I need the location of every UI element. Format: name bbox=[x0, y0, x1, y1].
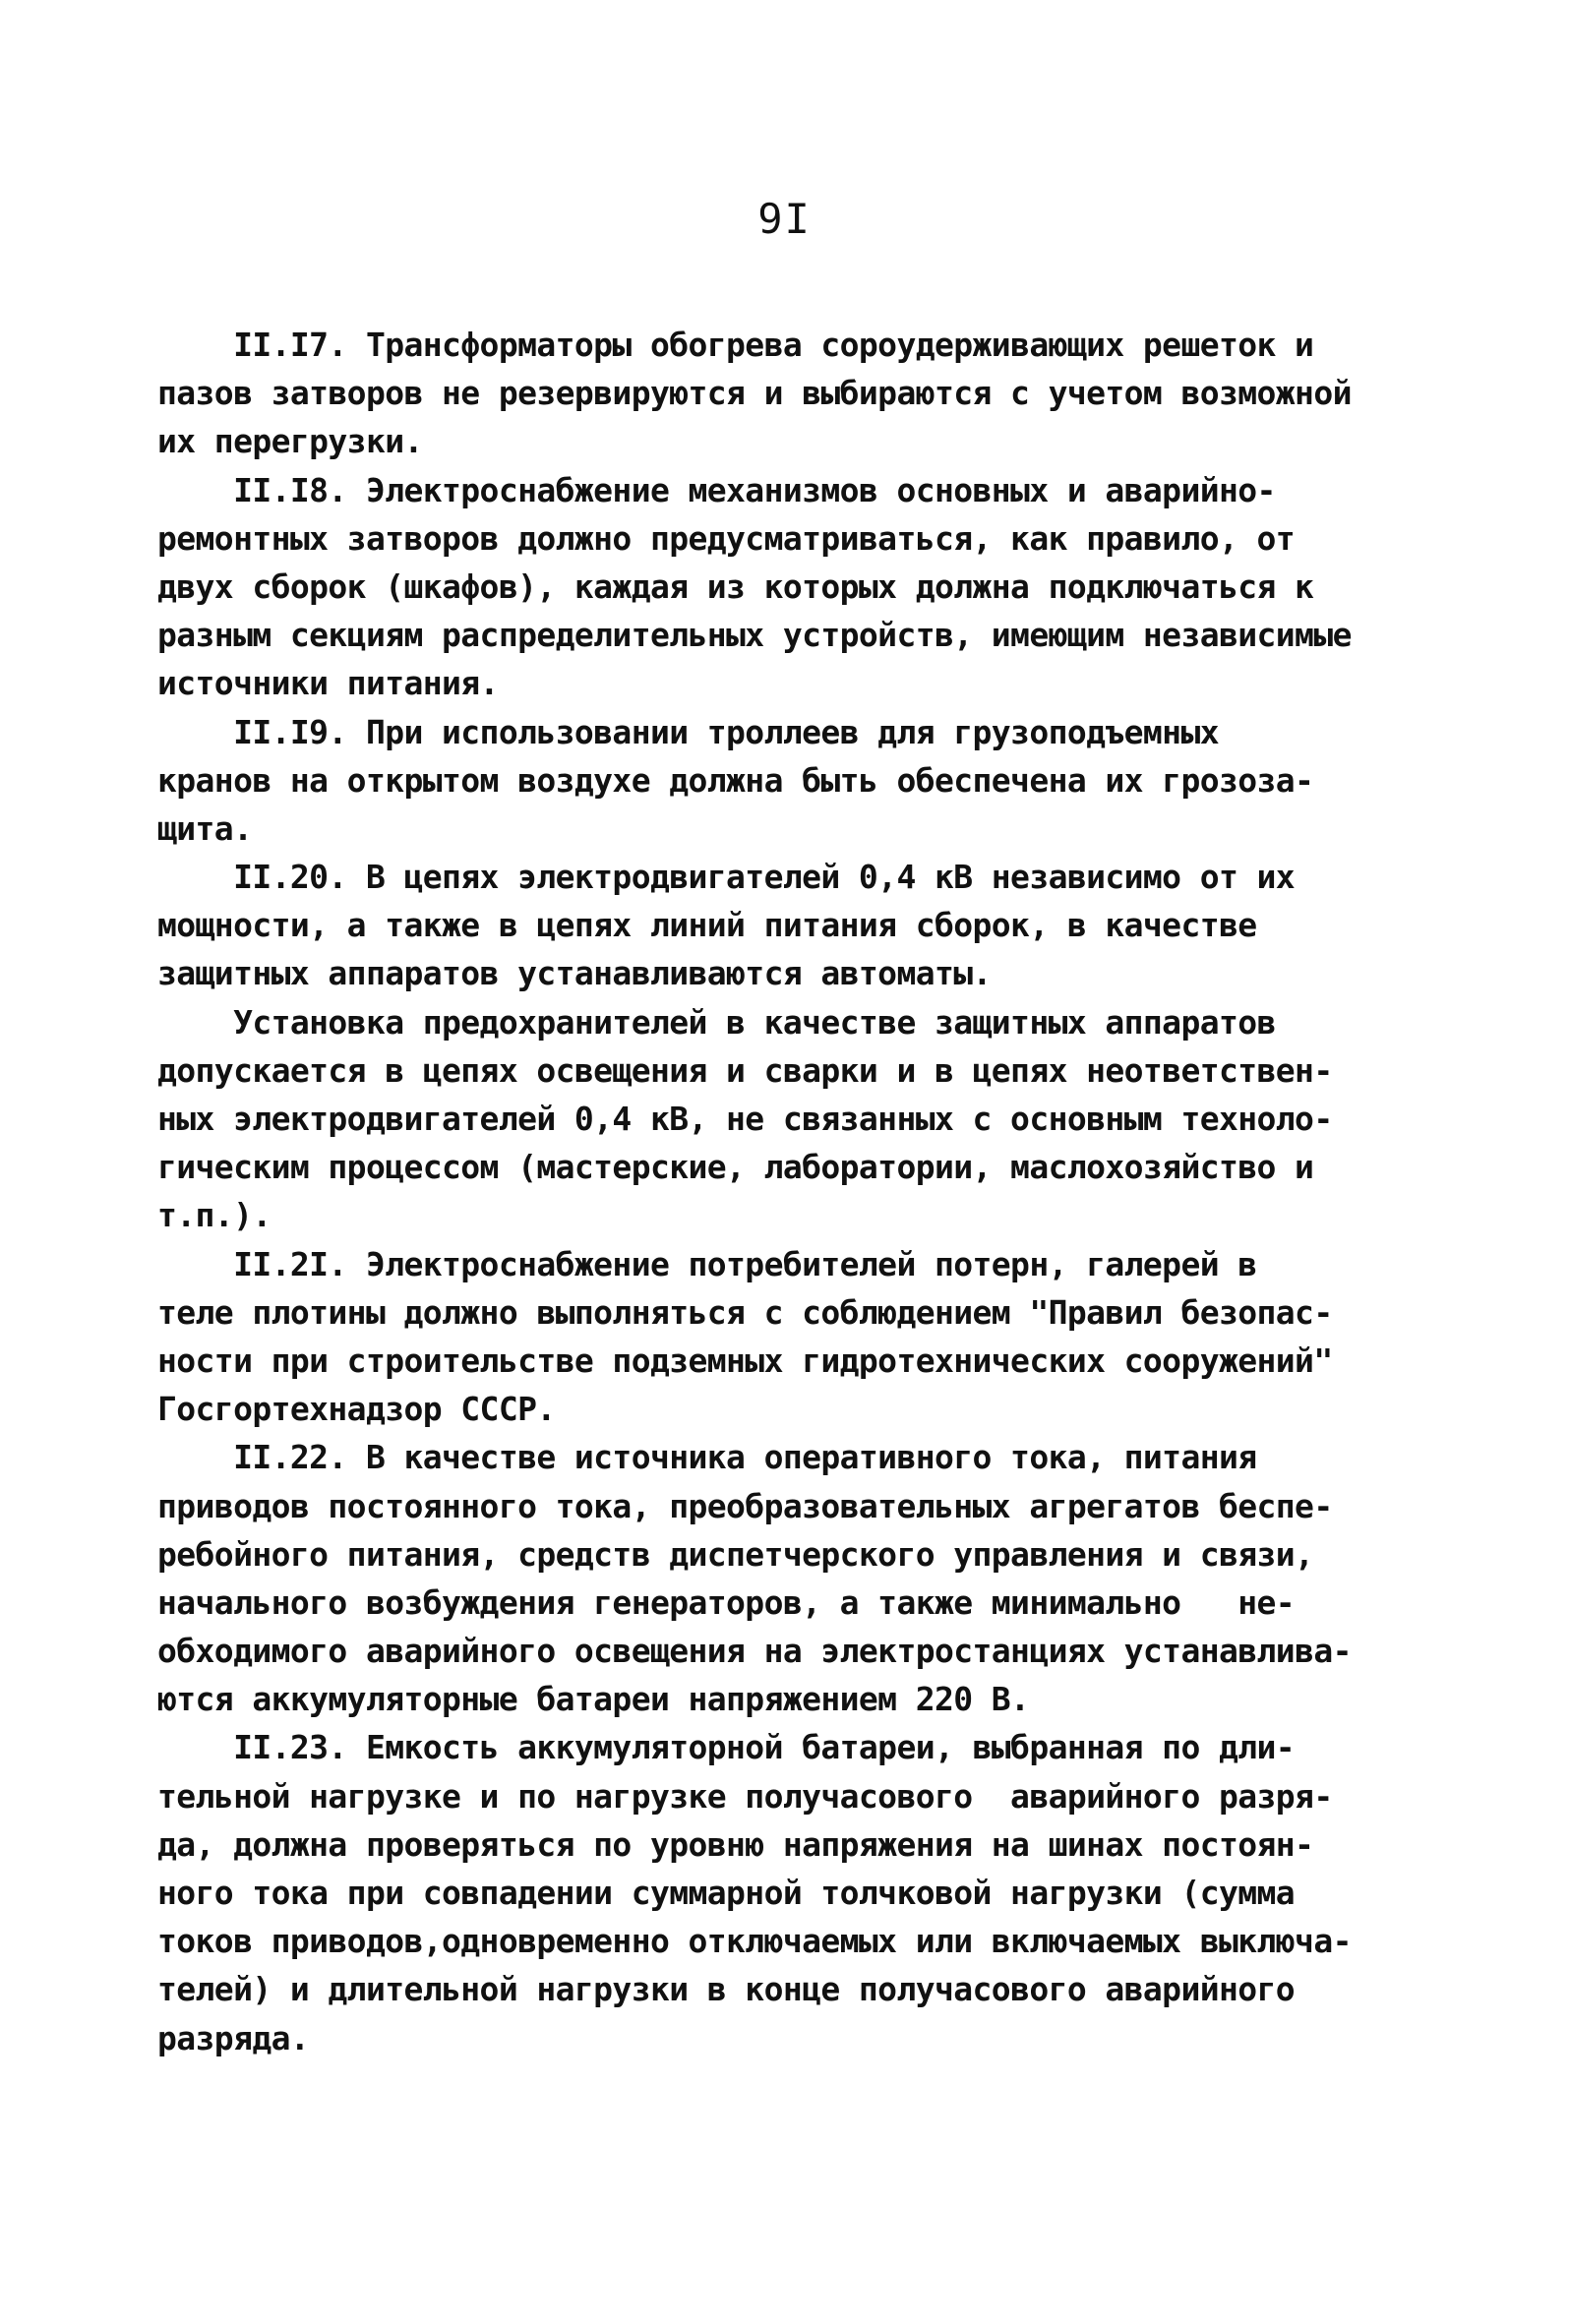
text-line: ного тока при совпадении суммарной толчковой нагрузки (сумма bbox=[157, 1874, 1296, 1912]
text-line: приводов постоянного тока, преобразовательных агрегатов беспе- bbox=[157, 1486, 1333, 1525]
text-line: кранов на открытом воздухе должна быть обеспечена их грозоза- bbox=[157, 760, 1314, 800]
text-line: теле плотины должно выполняться с соблюдением "Правил безопас- bbox=[157, 1292, 1333, 1332]
text-line: токов приводов,одновременно отключаемых или включаемых выключа- bbox=[157, 1922, 1352, 1961]
text-line: источники питания. bbox=[157, 664, 499, 703]
page-number: 9I bbox=[757, 195, 812, 243]
text-line: допускается в цепях освещения и сварки и в цепях неответствен- bbox=[157, 1050, 1333, 1090]
text-line: II.22. В качестве источника оперативного тока, питания bbox=[157, 1438, 1257, 1477]
text-line: ных электродвигателей 0,4 кВ, не связанных с основным техноло- bbox=[157, 1100, 1333, 1138]
text-line: защитных аппаратов устанавливаются автоматы. bbox=[157, 954, 992, 993]
text-line: тельной нагрузке и по нагрузке получасового аварийного разря- bbox=[157, 1776, 1333, 1816]
text-line: II.I8. Электроснабжение механизмов основных и аварийно- bbox=[157, 470, 1276, 509]
text-line: да, должна проверяться по уровню напряжения на шинах постоян- bbox=[157, 1824, 1314, 1864]
text-line: щита. bbox=[157, 808, 253, 848]
text-line: II.I7. Трансформаторы обогрева сороудерживающих решеток и bbox=[157, 326, 1314, 364]
text-line: гическим процессом (мастерские, лаборатории, маслохозяйство и bbox=[157, 1148, 1314, 1187]
text-line: мощности, а также в цепях линий питания сборок, в качестве bbox=[157, 906, 1257, 945]
text-line: разным секциям распределительных устройств, имеющим независимые bbox=[157, 616, 1352, 655]
text-line: т.п.). bbox=[157, 1196, 272, 1235]
document-body bbox=[157, 321, 1466, 2062]
text-line: ребойного питания, средств диспетчерского управления и связи, bbox=[157, 1534, 1314, 1574]
text-line: Установка предохранителей в качестве защитных аппаратов bbox=[157, 1002, 1276, 1042]
text-line: II.20. В цепях электродвигателей 0,4 кВ независимо от их bbox=[157, 858, 1296, 897]
text-line: разряда. bbox=[157, 2018, 310, 2057]
text-line: Госгортехнадзор СССР. bbox=[157, 1390, 556, 1429]
text-line: II.I9. При использовании троллеев для грузоподъемных bbox=[157, 712, 1219, 751]
text-line: пазов затворов не резервируются и выбираются с учетом возможной bbox=[157, 374, 1352, 413]
text-line: обходимого аварийного освещения на электростанциях устанавлива- bbox=[157, 1632, 1352, 1671]
text-line: двух сборок (шкафов), каждая из которых должна подключаться к bbox=[157, 566, 1314, 606]
text-line: ности при строительстве подземных гидротехнических сооружений" bbox=[157, 1341, 1333, 1380]
text-line: II.23. Емкость аккумуляторной батареи, выбранная по дли- bbox=[157, 1728, 1296, 1767]
text-line: II.2I. Электроснабжение потребителей потерн, галерей в bbox=[157, 1244, 1257, 1283]
text-line: начального возбуждения генераторов, а также минимально не- bbox=[157, 1582, 1296, 1622]
text-line: ремонтных затворов должно предусматриваться, как правило, от bbox=[157, 518, 1296, 558]
text-line: телей) и длительной нагрузки в конце получасового аварийного bbox=[157, 1970, 1296, 2009]
text-line: ются аккумуляторные батареи напряжением 220 В. bbox=[157, 1680, 1030, 1719]
text-line: их перегрузки. bbox=[157, 422, 423, 461]
